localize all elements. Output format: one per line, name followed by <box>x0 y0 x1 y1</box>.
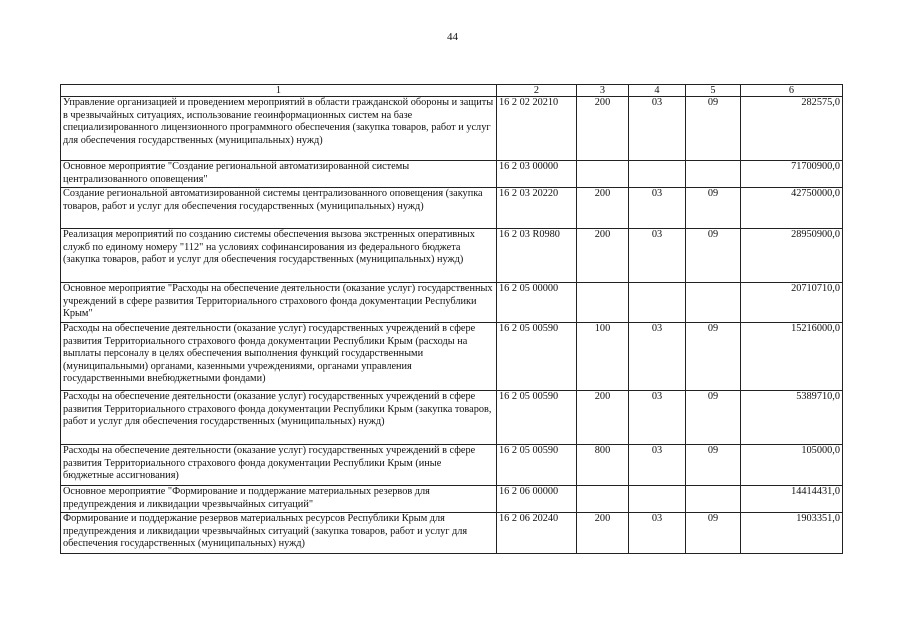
header-cell: 1 <box>61 85 497 97</box>
expense-name-cell: Расходы на обеспечение деятельности (оказание услуг) государственных учреждений в сфере развития Территориального страхового фонда документации Республики Крым (расходы на выплаты персоналу в целях обеспечения выполнения функций государственными (муниципальными) органами, казенными учреждениями, органами управления государственными внебюджетными фондами) <box>61 323 497 391</box>
section-cell <box>629 283 686 323</box>
section-cell: 03 <box>629 229 686 283</box>
amount-cell: 15216000,0 <box>741 323 843 391</box>
amount-cell: 71700900,0 <box>741 161 843 188</box>
program-code-cell: 16 2 05 00590 <box>497 445 577 486</box>
program-code-cell: 16 2 05 00590 <box>497 323 577 391</box>
budget-table <box>60 84 843 554</box>
section-cell <box>629 161 686 188</box>
program-code-cell: 16 2 06 20240 <box>497 513 577 554</box>
amount-cell: 5389710,0 <box>741 391 843 445</box>
header-cell: 3 <box>577 85 629 97</box>
section-cell: 03 <box>629 188 686 229</box>
amount-cell: 14414431,0 <box>741 486 843 513</box>
header-cell: 6 <box>741 85 843 97</box>
subsection-cell: 09 <box>686 97 741 161</box>
section-cell: 03 <box>629 97 686 161</box>
table-row <box>61 391 843 445</box>
expense-name-cell: Расходы на обеспечение деятельности (оказание услуг) государственных учреждений в сфере развития Территориального страхового фонда документации Республики Крым (иные бюджетные ассигнования) <box>61 445 497 486</box>
program-code-cell: 16 2 03 00000 <box>497 161 577 188</box>
expense-type-cell: 800 <box>577 445 629 486</box>
subsection-cell: 09 <box>686 323 741 391</box>
section-cell: 03 <box>629 391 686 445</box>
amount-cell: 20710710,0 <box>741 283 843 323</box>
amount-cell: 28950900,0 <box>741 229 843 283</box>
section-cell: 03 <box>629 513 686 554</box>
subsection-cell: 09 <box>686 391 741 445</box>
expense-name-cell: Реализация мероприятий по созданию системы обеспечения вызова экстренных оперативных служб по единому номеру "112" на условиях софинансирования из федерального бюджета (закупка товаров, работ и услуг для обеспечения государственных (муниципальных) нужд) <box>61 229 497 283</box>
subsection-cell <box>686 486 741 513</box>
subsection-cell: 09 <box>686 445 741 486</box>
program-code-cell: 16 2 03 20220 <box>497 188 577 229</box>
subsection-cell <box>686 161 741 188</box>
table-row <box>61 229 843 283</box>
table-row <box>61 97 843 161</box>
expense-type-cell <box>577 486 629 513</box>
amount-cell: 1903351,0 <box>741 513 843 554</box>
expense-type-cell: 200 <box>577 229 629 283</box>
header-cell: 4 <box>629 85 686 97</box>
expense-name-cell: Основное мероприятие "Расходы на обеспечение деятельности (оказание услуг) государственных учреждений в сфере развития Территориального страхового фонда документации Республики Крым" <box>61 283 497 323</box>
program-code-cell: 16 2 03 R0980 <box>497 229 577 283</box>
expense-name-cell: Расходы на обеспечение деятельности (оказание услуг) государственных учреждений в сфере развития Территориального страхового фонда документации Республики Крым (закупка товаров, работ и услуг для обеспечения государственных (муниципальных) нужд) <box>61 391 497 445</box>
subsection-cell: 09 <box>686 188 741 229</box>
table-row <box>61 323 843 391</box>
expense-type-cell: 200 <box>577 513 629 554</box>
expense-type-cell: 200 <box>577 188 629 229</box>
expense-name-cell: Управление организацией и проведением мероприятий в области гражданской обороны и защиты в чрезвычайных ситуациях, использование геоинформационных систем на базе специализированного лицензионного программного обеспечения (закупка товаров, работ и услуг для обеспечения государственных (муниципальных) нужд) <box>61 97 497 161</box>
program-code-cell: 16 2 05 00590 <box>497 391 577 445</box>
expense-type-cell: 200 <box>577 391 629 445</box>
expense-name-cell: Создание региональной автоматизированной системы централизованного оповещения (закупка товаров, работ и услуг для обеспечения государственных (муниципальных) нужд) <box>61 188 497 229</box>
section-cell <box>629 486 686 513</box>
expense-name-cell: Формирование и поддержание резервов материальных ресурсов Республики Крым для предупреждения и ликвидации чрезвычайных ситуаций (закупка товаров, работ и услуг для обеспечения государственных (муниципальных) нужд) <box>61 513 497 554</box>
expense-type-cell: 100 <box>577 323 629 391</box>
header-row <box>61 85 843 97</box>
subsection-cell: 09 <box>686 513 741 554</box>
amount-cell: 282575,0 <box>741 97 843 161</box>
section-cell: 03 <box>629 445 686 486</box>
section-cell: 03 <box>629 323 686 391</box>
table-row <box>61 445 843 486</box>
header-cell: 5 <box>686 85 741 97</box>
expense-name-cell: Основное мероприятие "Создание региональной автоматизированной системы централизованного оповещения" <box>61 161 497 188</box>
program-code-cell: 16 2 02 20210 <box>497 97 577 161</box>
program-code-cell: 16 2 06 00000 <box>497 486 577 513</box>
header-cell: 2 <box>497 85 577 97</box>
table-row <box>61 513 843 554</box>
amount-cell: 42750000,0 <box>741 188 843 229</box>
table-row <box>61 486 843 513</box>
page-number: 44 <box>447 31 458 43</box>
subsection-cell: 09 <box>686 229 741 283</box>
table-row <box>61 161 843 188</box>
table-row <box>61 283 843 323</box>
table-row <box>61 188 843 229</box>
expense-type-cell: 200 <box>577 97 629 161</box>
expense-type-cell <box>577 283 629 323</box>
expense-type-cell <box>577 161 629 188</box>
subsection-cell <box>686 283 741 323</box>
expense-name-cell: Основное мероприятие "Формирование и поддержание материальных резервов для предупреждения и ликвидации чрезвычайных ситуаций" <box>61 486 497 513</box>
amount-cell: 105000,0 <box>741 445 843 486</box>
program-code-cell: 16 2 05 00000 <box>497 283 577 323</box>
